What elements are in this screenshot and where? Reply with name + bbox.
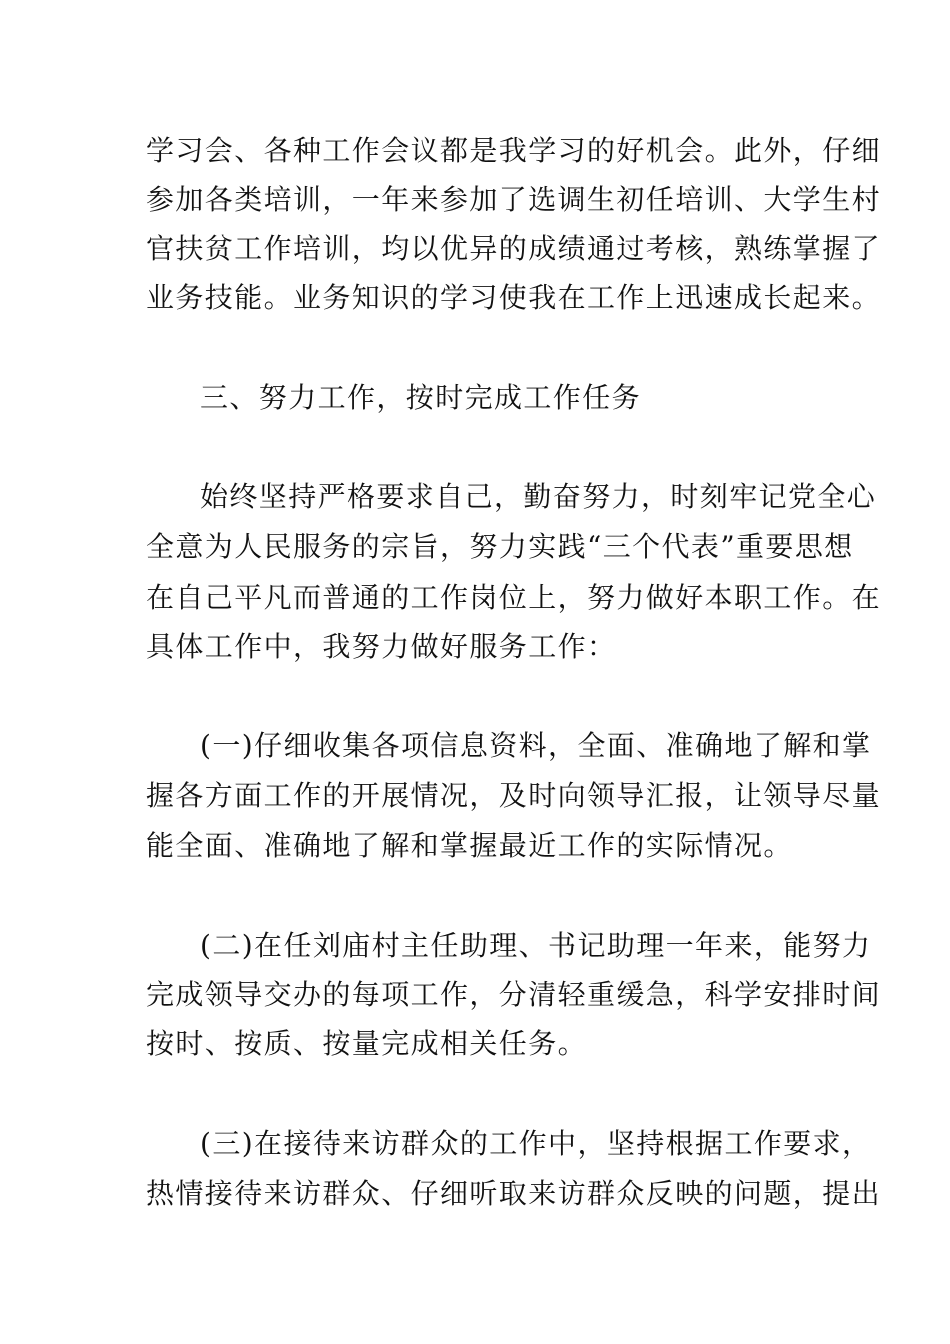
list-item-line: 握各方面工作的开展情况，及时向领导汇报，让领导尽量 <box>146 779 882 812</box>
paragraph-line: 具体工作中，我努力做好服务工作： <box>146 630 617 663</box>
paragraph-line: 学习会、各种工作会议都是我学习的好机会。此外，仔细 <box>146 134 882 167</box>
paragraph-line: 业务技能。业务知识的学习使我在工作上迅速成长起来。 <box>146 281 882 314</box>
list-item-line: (三)在接待来访群众的工作中，坚持根据工作要求， <box>200 1127 872 1160</box>
paragraph-line: 在自己平凡而普通的工作岗位上，努力做好本职工作。在 <box>146 581 882 614</box>
section-heading: 三、努力工作，按时完成工作任务 <box>200 381 642 414</box>
list-item-line: 完成领导交办的每项工作，分清轻重缓急，科学安排时间 <box>146 978 882 1011</box>
paragraph-line: 官扶贫工作培训，均以优异的成绩通过考核，熟练掌握了 <box>146 232 882 265</box>
paragraph-line: 始终坚持严格要求自己，勤奋努力，时刻牢记党全心 <box>200 480 877 513</box>
list-item-line: (一)仔细收集各项信息资料，全面、准确地了解和掌 <box>200 729 872 762</box>
list-item-line: 能全面、准确地了解和掌握最近工作的实际情况。 <box>146 829 793 862</box>
list-item-line: 热情接待来访群众、仔细听取来访群众反映的问题，提出 <box>146 1177 882 1210</box>
paragraph-line: 全意为人民服务的宗旨，努力实践“三个代表”重要思想 <box>146 530 854 563</box>
list-item-line: (二)在任刘庙村主任助理、书记助理一年来，能努力 <box>200 929 872 962</box>
list-item-line: 按时、按质、按量完成相关任务。 <box>146 1027 588 1060</box>
paragraph-line: 参加各类培训，一年来参加了选调生初任培训、大学生村 <box>146 183 882 216</box>
